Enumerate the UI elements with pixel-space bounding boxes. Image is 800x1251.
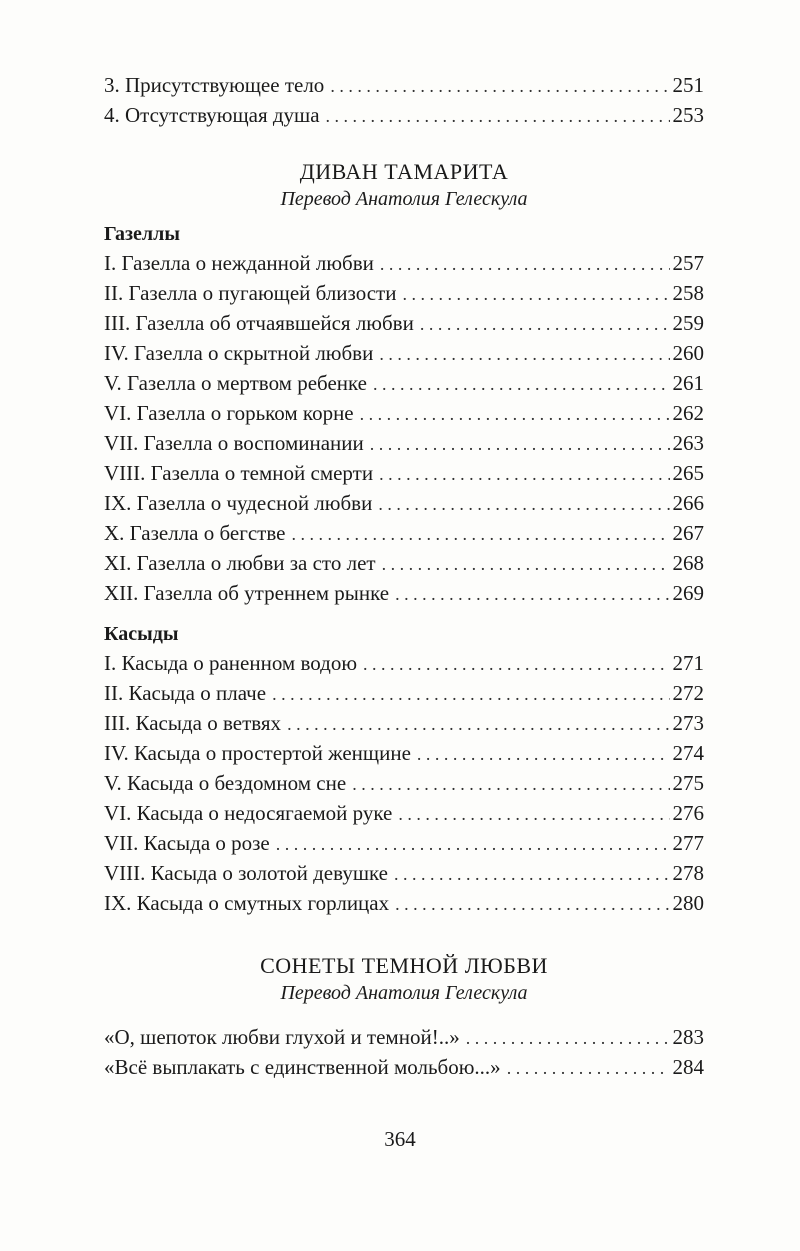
toc-entry-page: 278 [672, 861, 704, 885]
toc-entry-page: 257 [672, 251, 704, 275]
dot-leader [276, 829, 670, 859]
group-heading: Касыды [104, 623, 179, 645]
toc-entry-page: 283 [672, 1025, 704, 1049]
dot-leader [420, 309, 670, 339]
toc-entry-title: VI. Газелла о горьком корне [104, 401, 354, 425]
dot-leader [326, 101, 670, 131]
toc-entry-page: 259 [672, 311, 704, 335]
toc-entry-title: XI. Газелла о любви за сто лет [104, 551, 376, 575]
toc-entry-title: IX. Газелла о чудесной любви [104, 491, 373, 515]
toc-qasidas-list [104, 648, 704, 918]
toc-entry-title: IX. Касыда о смутных горлицах [104, 891, 390, 915]
dot-leader [402, 279, 669, 309]
toc-entry-title: III. Касыда о ветвях [104, 711, 282, 735]
toc-entry-page: 274 [672, 741, 704, 765]
toc-entry-page: 267 [672, 521, 704, 545]
toc-entry-page: 273 [672, 711, 704, 735]
toc-entry-page: 266 [672, 491, 704, 515]
toc-entry-page: 269 [672, 581, 704, 605]
toc-entry [104, 1052, 704, 1082]
toc-entry-title: I. Газелла о нежданной любви [104, 251, 374, 275]
toc-entry-page: 284 [672, 1055, 704, 1079]
toc-entry-title: XII. Газелла об утреннем рынке [104, 581, 390, 605]
toc-entry-page: 251 [672, 73, 704, 97]
toc-entry [104, 828, 704, 858]
toc-entry [104, 578, 704, 608]
toc-gazelles-list [104, 248, 704, 608]
section-title: СОНЕТЫ ТЕМНОЙ ЛЮБВИ [260, 953, 548, 978]
toc-entry-page: 262 [672, 401, 704, 425]
toc-entry [104, 70, 704, 100]
toc-entry-page: 261 [672, 371, 704, 395]
toc-top-list [104, 70, 704, 130]
dot-leader [379, 339, 669, 369]
dot-leader [394, 859, 670, 889]
toc-entry-title: IV. Касыда о простертой женщине [104, 741, 411, 765]
dot-leader [417, 739, 670, 769]
dot-leader [395, 579, 669, 609]
toc-entry-page: 280 [672, 891, 704, 915]
toc-entry-page: 253 [672, 103, 704, 127]
toc-entry [104, 278, 704, 308]
toc-entry-page: 276 [672, 801, 704, 825]
toc-entry-page: 271 [672, 651, 704, 675]
toc-entry-page: 272 [672, 681, 704, 705]
toc-entry [104, 888, 704, 918]
dot-leader [363, 649, 669, 679]
toc-entry-title: 4. Отсутствующая душа [104, 103, 320, 127]
toc-entry [104, 708, 704, 738]
toc-entry [104, 428, 704, 458]
toc-entry-title: VII. Газелла о воспоминании [104, 431, 364, 455]
toc-entry [104, 738, 704, 768]
toc-entry [104, 338, 704, 368]
toc-page [104, 70, 704, 1082]
toc-entry-page: 260 [672, 341, 704, 365]
toc-entry [104, 678, 704, 708]
dot-leader [395, 889, 669, 919]
dot-leader [287, 709, 669, 739]
dot-leader [378, 489, 669, 519]
toc-entry [104, 858, 704, 888]
toc-entry [104, 308, 704, 338]
toc-entry-title: 3. Присутствующее тело [104, 73, 325, 97]
dot-leader [352, 769, 669, 799]
toc-entry-title: II. Касыда о плаче [104, 681, 267, 705]
toc-entry [104, 368, 704, 398]
toc-entry [104, 1022, 704, 1052]
dot-leader [382, 549, 670, 579]
toc-entry-page: 275 [672, 771, 704, 795]
toc-entry-title: X. Газелла о бегстве [104, 521, 286, 545]
dot-leader [360, 399, 670, 429]
section-title: ДИВАН ТАМАРИТА [299, 159, 509, 184]
section-subtitle: Перевод Анатолия Гелескула [280, 188, 528, 210]
toc-entry [104, 488, 704, 518]
toc-entry [104, 548, 704, 578]
toc-entry [104, 648, 704, 678]
dot-leader [379, 459, 669, 489]
toc-entry [104, 768, 704, 798]
group-heading: Газеллы [104, 223, 180, 245]
dot-leader [466, 1023, 670, 1053]
toc-entry [104, 248, 704, 278]
toc-entry-title: V. Газелла о мертвом ребенке [104, 371, 368, 395]
toc-entry-page: 277 [672, 831, 704, 855]
toc-sonnets-list [104, 1022, 704, 1082]
section-subtitle: Перевод Анатолия Гелескула [280, 982, 528, 1004]
toc-entry-title: VIII. Газелла о темной смерти [104, 461, 374, 485]
toc-entry [104, 518, 704, 548]
toc-entry-title: V. Касыда о бездомном сне [104, 771, 347, 795]
dot-leader [291, 519, 669, 549]
dot-leader [380, 249, 670, 279]
toc-entry-page: 263 [672, 431, 704, 455]
toc-entry-title: VIII. Касыда о золотой девушке [104, 861, 388, 885]
dot-leader [272, 679, 669, 709]
toc-entry-title: II. Газелла о пугающей близости [104, 281, 397, 305]
toc-entry-page: 258 [672, 281, 704, 305]
toc-entry [104, 458, 704, 488]
toc-entry [104, 398, 704, 428]
toc-entry-title: III. Газелла об отчаявшейся любви [104, 311, 414, 335]
toc-entry-title: «Всё выплакать с единственной мольбою...» [104, 1055, 501, 1079]
dot-leader [370, 429, 670, 459]
toc-entry-title: VII. Касыда о розе [104, 831, 270, 855]
page-number: 364 [384, 1127, 416, 1151]
toc-entry-title: IV. Газелла о скрытной любви [104, 341, 374, 365]
toc-entry-title: I. Касыда о раненном водою [104, 651, 358, 675]
dot-leader [398, 799, 669, 829]
toc-entry [104, 798, 704, 828]
toc-entry-title: «О, шепоток любви глухой и темной!..» [104, 1025, 460, 1049]
dot-leader [330, 71, 669, 101]
toc-entry-page: 268 [672, 551, 704, 575]
dot-leader [373, 369, 669, 399]
dot-leader [507, 1053, 670, 1083]
toc-entry [104, 100, 704, 130]
toc-entry-page: 265 [672, 461, 704, 485]
toc-entry-title: VI. Касыда о недосягаемой руке [104, 801, 393, 825]
